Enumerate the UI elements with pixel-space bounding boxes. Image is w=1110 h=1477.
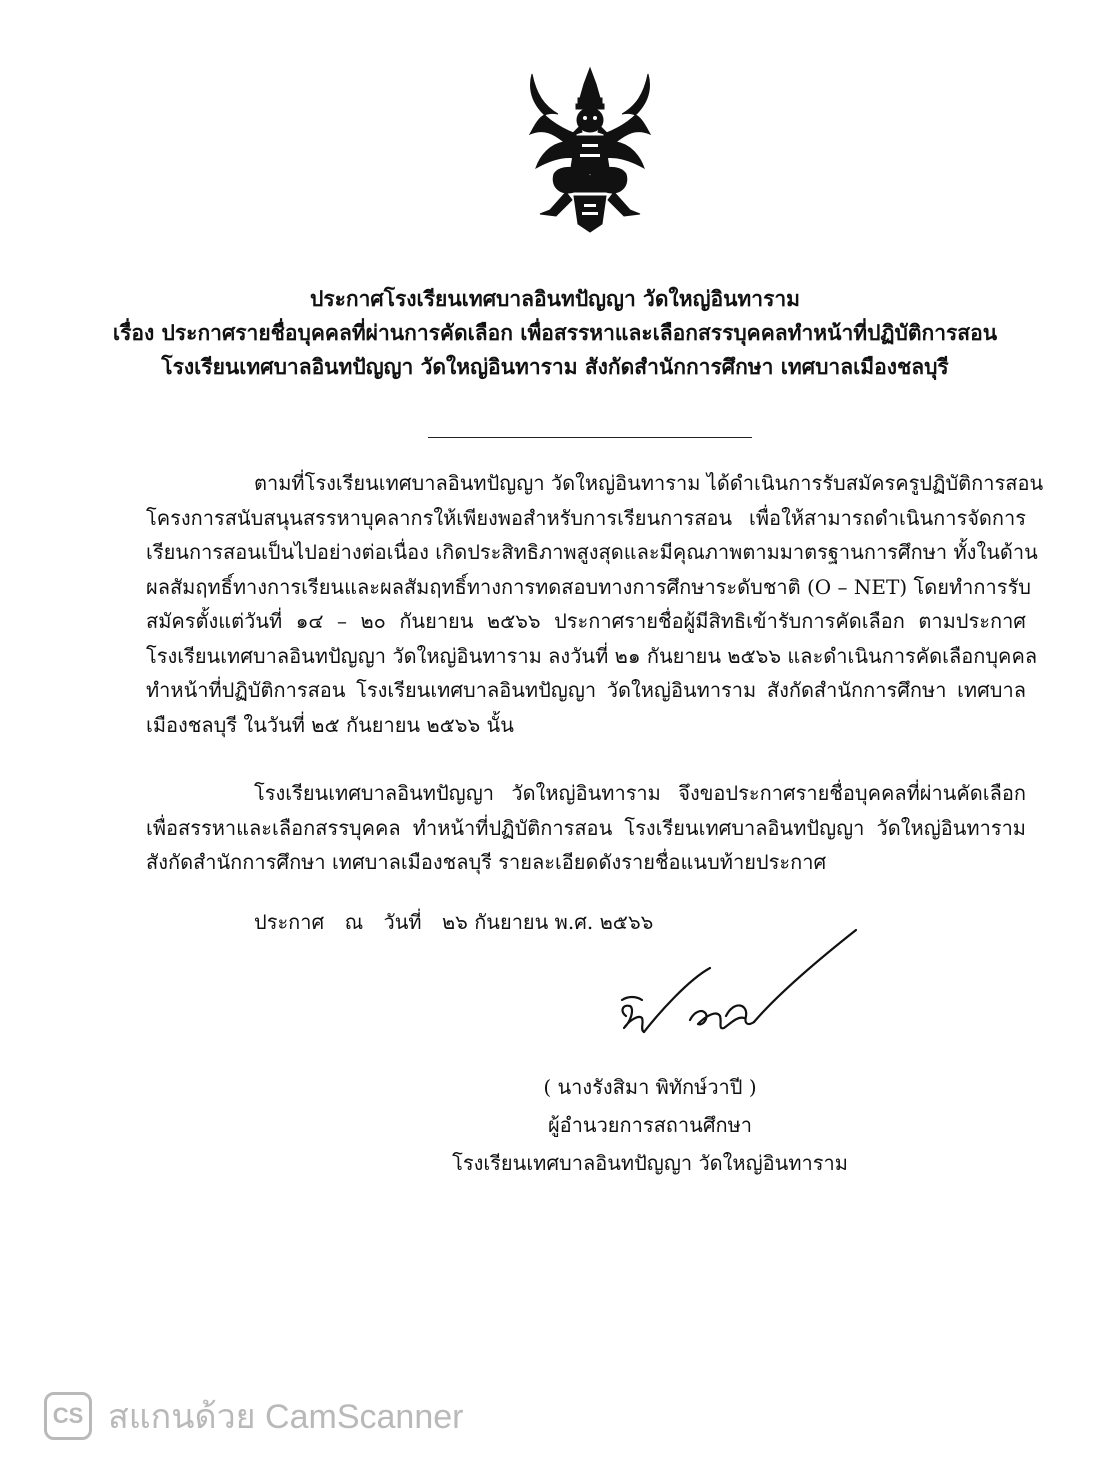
body-paragraph-1 [146,466,1044,742]
paragraph-line: เมืองชลบุรี ในวันที่ ๒๕ กันยายน ๒๕๖๖ นั้น [146,712,514,737]
paragraph-line: ทำหน้าที่ปฏิบัติการสอน โรงเรียนเทศบาลอินทปัญญา วัดใหญ่อินทาราม สังกัดสำนักการศึกษา เทศบาล [146,678,1026,702]
announcement-heading [60,282,1050,384]
separator-line [428,437,752,438]
date-word-announce: ประกาศ [254,910,325,934]
signer-position: ผู้อำนวยการสถานศึกษา [547,1113,753,1137]
date-word-at: ณ [344,910,364,934]
signer-block [440,1068,860,1182]
paragraph-line: โรงเรียนเทศบาลอินทปัญญา วัดใหญ่อินทาราม ลงวันที่ ๒๑ กันยายน ๒๕๖๖ และดำเนินการคัดเลือกบุคคล [146,643,1038,668]
handwritten-signature [598,920,868,1050]
paragraph-line: ผลสัมฤทธิ์ทางการเรียนและผลสัมฤทธิ์ทางการทดสอบทางการศึกษาระดับชาติ (O – NET) โดยทำการรับ [146,574,1031,599]
paragraph-line: สังกัดสำนักการศึกษา เทศบาลเมืองชลบุรี รายละเอียดดังรายชื่อแนบท้ายประกาศ [146,850,827,874]
camscanner-logo-icon: CS [44,1392,92,1440]
garuda-emblem-icon [510,64,670,236]
paragraph-line: เรียนการสอนเป็นไปอย่างต่อเนื่อง เกิดประสิทธิภาพสูงสุดและมีคุณภาพตามมาตรฐานการศึกษา ทั้งในด้าน [146,540,1038,564]
camscanner-watermark [44,1386,463,1446]
paragraph-line: สมัครตั้งแต่วันที่ ๑๔ – ๒๐ กันยายน ๒๕๖๖ ประกาศรายชื่อผู้มีสิทธิเข้ารับการคัดเลือก ตามประกาศ [146,609,1026,633]
date-value: ๒๖ กันยายน พ.ศ. ๒๕๖๖ [441,910,654,934]
paragraph-line: ตามที่โรงเรียนเทศบาลอินทปัญญา วัดใหญ่อินทาราม ได้ดำเนินการรับสมัครครูปฏิบัติการสอน [254,471,1044,495]
paragraph-line: โครงการสนับสนุนสรรหาบุคลากรให้เพียงพอสำหรับการเรียนการสอน เพื่อให้สามารถดำเนินการจัดการ [146,505,1026,530]
heading-school: โรงเรียนเทศบาลอินทปัญญา วัดใหญ่อินทาราม สังกัดสำนักการศึกษา เทศบาลเมืองชลบุรี [161,354,949,379]
watermark-text: สแกนด้วย CamScanner [108,1398,464,1436]
heading-title: ประกาศโรงเรียนเทศบาลอินทปัญญา วัดใหญ่อินทาราม [310,286,800,311]
signer-organization: โรงเรียนเทศบาลอินทปัญญา วัดใหญ่อินทาราม [452,1151,848,1175]
paragraph-line: เพื่อสรรหาและเลือกสรรบุคคล ทำหน้าที่ปฏิบัติการสอน โรงเรียนเทศบาลอินทปัญญา วัดใหญ่อินทาราม [146,815,1026,840]
heading-subject: เรื่อง ประกาศรายชื่อบุคคลที่ผ่านการคัดเลือก เพื่อสรรหาและเลือกสรรบุคคลทำหน้าที่ปฏิบัติการสอน [112,320,998,345]
signer-name: ( นางรังสิมา พิทักษ์วาปี ) [543,1075,757,1099]
paragraph-line: โรงเรียนเทศบาลอินทปัญญา วัดใหญ่อินทาราม จึงขอประกาศรายชื่อบุคคลที่ผ่านคัดเลือก [254,781,1026,805]
body-paragraph-2 [146,776,1026,880]
date-word-day: วันที่ [383,910,422,934]
